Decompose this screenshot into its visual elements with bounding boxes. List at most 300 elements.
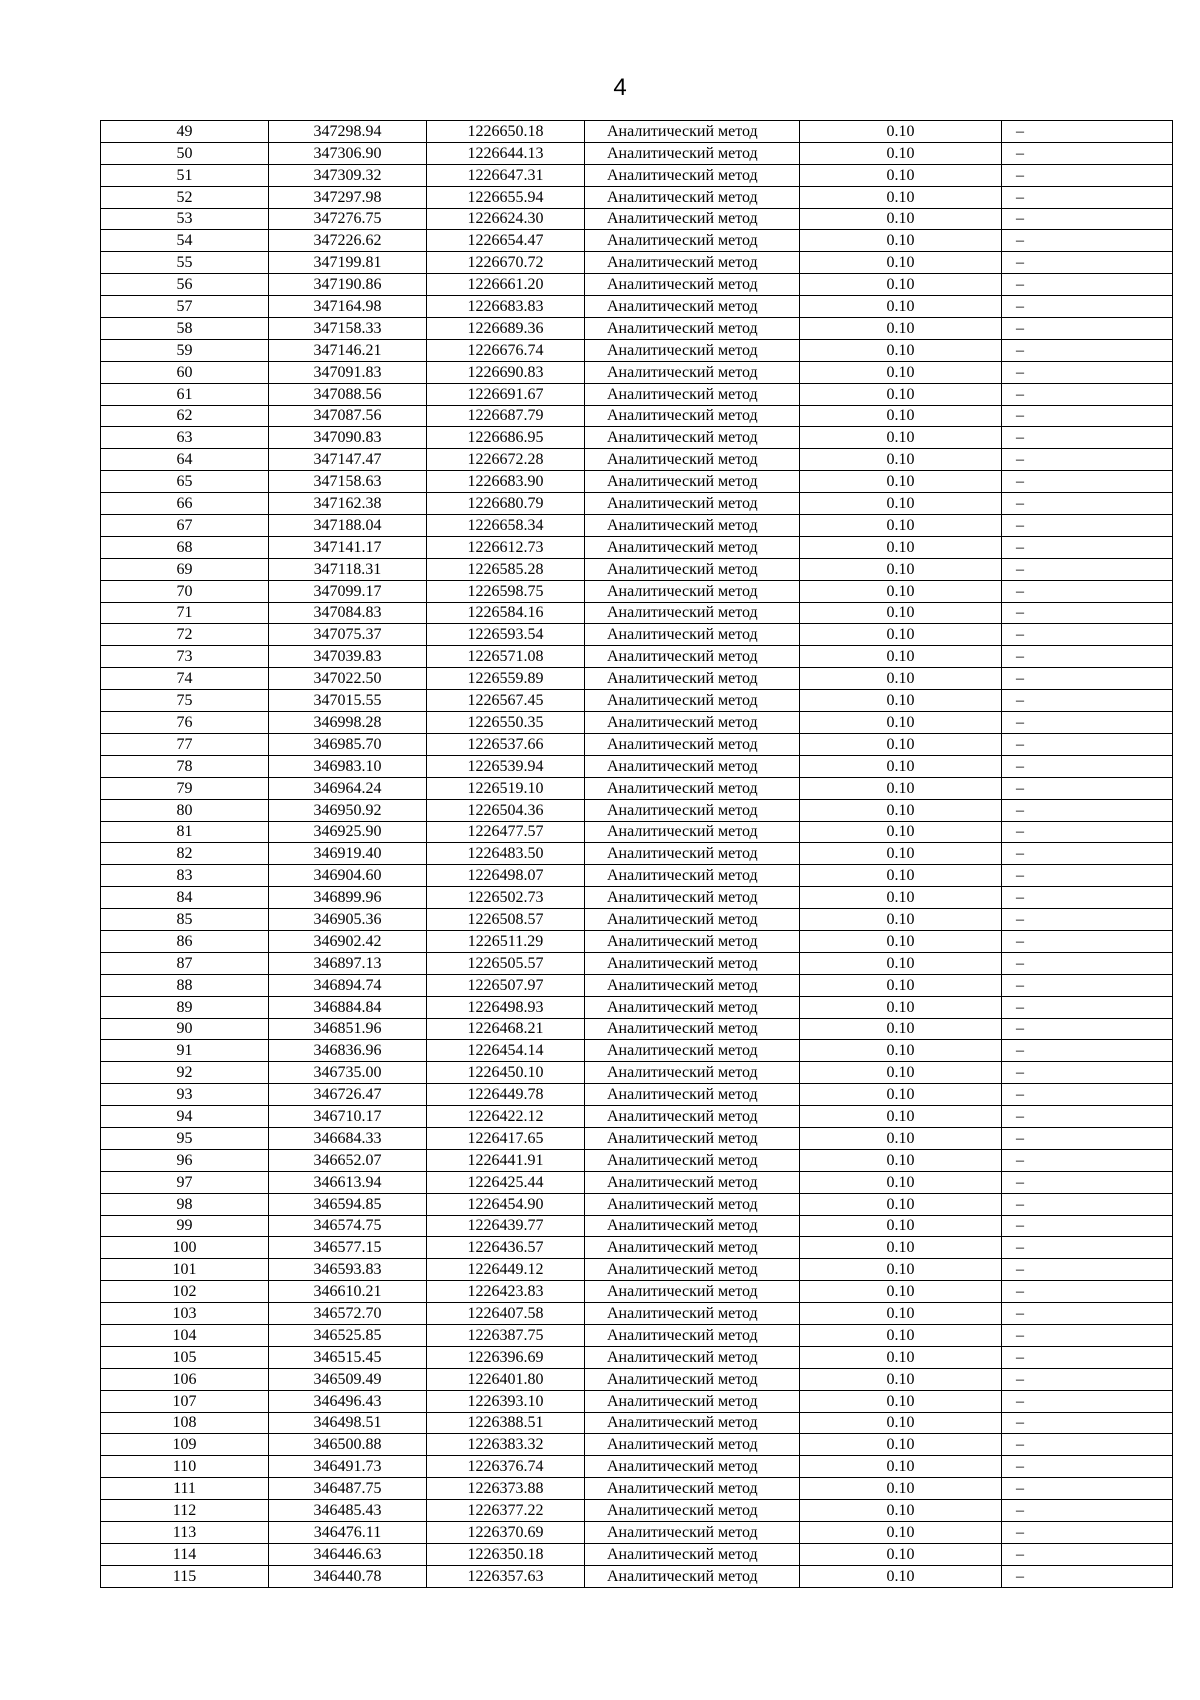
x-coordinate-cell: 346983.10 (269, 755, 427, 777)
table-row (101, 909, 1173, 931)
table-row (101, 121, 1173, 143)
accuracy-cell: 0.10 (800, 405, 1002, 427)
y-coordinate-cell: 1226449.12 (427, 1259, 585, 1281)
x-coordinate-cell: 346894.74 (269, 974, 427, 996)
point-number-cell: 68 (101, 536, 269, 558)
x-coordinate-cell: 346574.75 (269, 1215, 427, 1237)
y-coordinate-cell: 1226357.63 (427, 1565, 585, 1587)
y-coordinate-cell: 1226567.45 (427, 690, 585, 712)
point-number-cell: 115 (101, 1565, 269, 1587)
x-coordinate-cell: 347087.56 (269, 405, 427, 427)
note-cell: – (1002, 821, 1173, 843)
note-cell: – (1002, 1478, 1173, 1500)
method-cell: Аналитический метод (585, 1106, 800, 1128)
point-number-cell: 111 (101, 1478, 269, 1500)
accuracy-cell: 0.10 (800, 1259, 1002, 1281)
x-coordinate-cell: 346684.33 (269, 1127, 427, 1149)
x-coordinate-cell: 346525.85 (269, 1324, 427, 1346)
y-coordinate-cell: 1226377.22 (427, 1500, 585, 1522)
accuracy-cell: 0.10 (800, 668, 1002, 690)
method-cell: Аналитический метод (585, 580, 800, 602)
method-cell: Аналитический метод (585, 1478, 800, 1500)
x-coordinate-cell: 346593.83 (269, 1259, 427, 1281)
y-coordinate-cell: 1226559.89 (427, 668, 585, 690)
table-row (101, 405, 1173, 427)
accuracy-cell: 0.10 (800, 1368, 1002, 1390)
method-cell: Аналитический метод (585, 339, 800, 361)
method-cell: Аналитический метод (585, 1303, 800, 1325)
point-number-cell: 64 (101, 449, 269, 471)
x-coordinate-cell: 346904.60 (269, 865, 427, 887)
note-cell: – (1002, 777, 1173, 799)
x-coordinate-cell: 347075.37 (269, 624, 427, 646)
note-cell: – (1002, 1346, 1173, 1368)
accuracy-cell: 0.10 (800, 624, 1002, 646)
table-row (101, 1106, 1173, 1128)
accuracy-cell: 0.10 (800, 1062, 1002, 1084)
x-coordinate-cell: 347084.83 (269, 602, 427, 624)
y-coordinate-cell: 1226689.36 (427, 318, 585, 340)
point-number-cell: 56 (101, 274, 269, 296)
method-cell: Аналитический метод (585, 952, 800, 974)
point-number-cell: 55 (101, 252, 269, 274)
note-cell: – (1002, 690, 1173, 712)
x-coordinate-cell: 347091.83 (269, 361, 427, 383)
accuracy-cell: 0.10 (800, 383, 1002, 405)
method-cell: Аналитический метод (585, 536, 800, 558)
y-coordinate-cell: 1226387.75 (427, 1324, 585, 1346)
note-cell: – (1002, 624, 1173, 646)
x-coordinate-cell: 346446.63 (269, 1543, 427, 1565)
x-coordinate-cell: 346610.21 (269, 1281, 427, 1303)
table-row (101, 1346, 1173, 1368)
x-coordinate-cell: 347015.55 (269, 690, 427, 712)
method-cell: Аналитический метод (585, 843, 800, 865)
accuracy-cell: 0.10 (800, 1412, 1002, 1434)
point-number-cell: 78 (101, 755, 269, 777)
method-cell: Аналитический метод (585, 974, 800, 996)
x-coordinate-cell: 346726.47 (269, 1084, 427, 1106)
accuracy-cell: 0.10 (800, 1456, 1002, 1478)
note-cell: – (1002, 1127, 1173, 1149)
y-coordinate-cell: 1226650.18 (427, 121, 585, 143)
y-coordinate-cell: 1226376.74 (427, 1456, 585, 1478)
table-row (101, 624, 1173, 646)
accuracy-cell: 0.10 (800, 733, 1002, 755)
note-cell: – (1002, 1500, 1173, 1522)
accuracy-cell: 0.10 (800, 1565, 1002, 1587)
x-coordinate-cell: 346964.24 (269, 777, 427, 799)
table-row (101, 668, 1173, 690)
x-coordinate-cell: 347199.81 (269, 252, 427, 274)
y-coordinate-cell: 1226422.12 (427, 1106, 585, 1128)
point-number-cell: 53 (101, 208, 269, 230)
table-row (101, 930, 1173, 952)
note-cell: – (1002, 1193, 1173, 1215)
accuracy-cell: 0.10 (800, 186, 1002, 208)
method-cell: Аналитический метод (585, 1543, 800, 1565)
accuracy-cell: 0.10 (800, 580, 1002, 602)
point-number-cell: 97 (101, 1171, 269, 1193)
y-coordinate-cell: 1226593.54 (427, 624, 585, 646)
method-cell: Аналитический метод (585, 1259, 800, 1281)
y-coordinate-cell: 1226450.10 (427, 1062, 585, 1084)
x-coordinate-cell: 346998.28 (269, 712, 427, 734)
note-cell: – (1002, 755, 1173, 777)
note-cell: – (1002, 799, 1173, 821)
accuracy-cell: 0.10 (800, 252, 1002, 274)
point-number-cell: 72 (101, 624, 269, 646)
method-cell: Аналитический метод (585, 1324, 800, 1346)
method-cell: Аналитический метод (585, 1171, 800, 1193)
method-cell: Аналитический метод (585, 449, 800, 471)
point-number-cell: 71 (101, 602, 269, 624)
point-number-cell: 86 (101, 930, 269, 952)
point-number-cell: 94 (101, 1106, 269, 1128)
x-coordinate-cell: 346735.00 (269, 1062, 427, 1084)
table-row (101, 1303, 1173, 1325)
note-cell: – (1002, 296, 1173, 318)
y-coordinate-cell: 1226661.20 (427, 274, 585, 296)
method-cell: Аналитический метод (585, 799, 800, 821)
accuracy-cell: 0.10 (800, 1500, 1002, 1522)
method-cell: Аналитический метод (585, 1084, 800, 1106)
accuracy-cell: 0.10 (800, 865, 1002, 887)
method-cell: Аналитический метод (585, 821, 800, 843)
point-number-cell: 61 (101, 383, 269, 405)
table-row (101, 1215, 1173, 1237)
method-cell: Аналитический метод (585, 646, 800, 668)
point-number-cell: 80 (101, 799, 269, 821)
table-row (101, 755, 1173, 777)
note-cell: – (1002, 449, 1173, 471)
table-row (101, 1412, 1173, 1434)
note-cell: – (1002, 121, 1173, 143)
y-coordinate-cell: 1226676.74 (427, 339, 585, 361)
note-cell: – (1002, 493, 1173, 515)
point-number-cell: 114 (101, 1543, 269, 1565)
y-coordinate-cell: 1226670.72 (427, 252, 585, 274)
x-coordinate-cell: 346925.90 (269, 821, 427, 843)
method-cell: Аналитический метод (585, 515, 800, 537)
table-row (101, 383, 1173, 405)
table-row (101, 952, 1173, 974)
point-number-cell: 98 (101, 1193, 269, 1215)
point-number-cell: 73 (101, 646, 269, 668)
method-cell: Аналитический метод (585, 427, 800, 449)
table-row (101, 361, 1173, 383)
point-number-cell: 63 (101, 427, 269, 449)
note-cell: – (1002, 1412, 1173, 1434)
y-coordinate-cell: 1226454.90 (427, 1193, 585, 1215)
note-cell: – (1002, 865, 1173, 887)
y-coordinate-cell: 1226539.94 (427, 755, 585, 777)
y-coordinate-cell: 1226417.65 (427, 1127, 585, 1149)
y-coordinate-cell: 1226388.51 (427, 1412, 585, 1434)
accuracy-cell: 0.10 (800, 1171, 1002, 1193)
note-cell: – (1002, 1565, 1173, 1587)
table-row (101, 1390, 1173, 1412)
note-cell: – (1002, 164, 1173, 186)
accuracy-cell: 0.10 (800, 646, 1002, 668)
table-row (101, 515, 1173, 537)
accuracy-cell: 0.10 (800, 361, 1002, 383)
point-number-cell: 50 (101, 142, 269, 164)
point-number-cell: 105 (101, 1346, 269, 1368)
x-coordinate-cell: 347088.56 (269, 383, 427, 405)
x-coordinate-cell: 346950.92 (269, 799, 427, 821)
x-coordinate-cell: 346594.85 (269, 1193, 427, 1215)
accuracy-cell: 0.10 (800, 952, 1002, 974)
note-cell: – (1002, 208, 1173, 230)
accuracy-cell: 0.10 (800, 318, 1002, 340)
note-cell: – (1002, 1303, 1173, 1325)
method-cell: Аналитический метод (585, 1215, 800, 1237)
y-coordinate-cell: 1226383.32 (427, 1434, 585, 1456)
accuracy-cell: 0.10 (800, 558, 1002, 580)
point-number-cell: 69 (101, 558, 269, 580)
table-row (101, 777, 1173, 799)
method-cell: Аналитический метод (585, 208, 800, 230)
accuracy-cell: 0.10 (800, 1478, 1002, 1500)
accuracy-cell: 0.10 (800, 1106, 1002, 1128)
x-coordinate-cell: 346498.51 (269, 1412, 427, 1434)
x-coordinate-cell: 346496.43 (269, 1390, 427, 1412)
method-cell: Аналитический метод (585, 1062, 800, 1084)
x-coordinate-cell: 347158.63 (269, 471, 427, 493)
note-cell: – (1002, 843, 1173, 865)
method-cell: Аналитический метод (585, 1040, 800, 1062)
note-cell: – (1002, 1522, 1173, 1544)
method-cell: Аналитический метод (585, 318, 800, 340)
table-row (101, 996, 1173, 1018)
x-coordinate-cell: 346851.96 (269, 1018, 427, 1040)
accuracy-cell: 0.10 (800, 777, 1002, 799)
x-coordinate-cell: 347306.90 (269, 142, 427, 164)
x-coordinate-cell: 347226.62 (269, 230, 427, 252)
note-cell: – (1002, 646, 1173, 668)
accuracy-cell: 0.10 (800, 1324, 1002, 1346)
accuracy-cell: 0.10 (800, 799, 1002, 821)
y-coordinate-cell: 1226393.10 (427, 1390, 585, 1412)
note-cell: – (1002, 1324, 1173, 1346)
x-coordinate-cell: 347297.98 (269, 186, 427, 208)
point-number-cell: 99 (101, 1215, 269, 1237)
method-cell: Аналитический метод (585, 361, 800, 383)
y-coordinate-cell: 1226691.67 (427, 383, 585, 405)
point-number-cell: 85 (101, 909, 269, 931)
note-cell: – (1002, 427, 1173, 449)
method-cell: Аналитический метод (585, 712, 800, 734)
y-coordinate-cell: 1226683.90 (427, 471, 585, 493)
accuracy-cell: 0.10 (800, 909, 1002, 931)
x-coordinate-cell: 347309.32 (269, 164, 427, 186)
table-row (101, 1062, 1173, 1084)
table-row (101, 712, 1173, 734)
y-coordinate-cell: 1226401.80 (427, 1368, 585, 1390)
accuracy-cell: 0.10 (800, 1237, 1002, 1259)
method-cell: Аналитический метод (585, 1018, 800, 1040)
point-number-cell: 62 (101, 405, 269, 427)
table-row (101, 449, 1173, 471)
note-cell: – (1002, 712, 1173, 734)
method-cell: Аналитический метод (585, 865, 800, 887)
method-cell: Аналитический метод (585, 186, 800, 208)
table-row (101, 1478, 1173, 1500)
x-coordinate-cell: 346440.78 (269, 1565, 427, 1587)
point-number-cell: 59 (101, 339, 269, 361)
table-row (101, 558, 1173, 580)
accuracy-cell: 0.10 (800, 1127, 1002, 1149)
y-coordinate-cell: 1226598.75 (427, 580, 585, 602)
x-coordinate-cell: 346613.94 (269, 1171, 427, 1193)
y-coordinate-cell: 1226658.34 (427, 515, 585, 537)
y-coordinate-cell: 1226439.77 (427, 1215, 585, 1237)
method-cell: Аналитический метод (585, 1149, 800, 1171)
y-coordinate-cell: 1226504.36 (427, 799, 585, 821)
note-cell: – (1002, 1062, 1173, 1084)
accuracy-cell: 0.10 (800, 493, 1002, 515)
y-coordinate-cell: 1226690.83 (427, 361, 585, 383)
point-number-cell: 108 (101, 1412, 269, 1434)
point-number-cell: 54 (101, 230, 269, 252)
accuracy-cell: 0.10 (800, 821, 1002, 843)
method-cell: Аналитический метод (585, 471, 800, 493)
x-coordinate-cell: 346515.45 (269, 1346, 427, 1368)
accuracy-cell: 0.10 (800, 602, 1002, 624)
note-cell: – (1002, 339, 1173, 361)
y-coordinate-cell: 1226441.91 (427, 1149, 585, 1171)
x-coordinate-cell: 347022.50 (269, 668, 427, 690)
point-number-cell: 67 (101, 515, 269, 537)
x-coordinate-cell: 347190.86 (269, 274, 427, 296)
table-row (101, 974, 1173, 996)
y-coordinate-cell: 1226585.28 (427, 558, 585, 580)
table-row (101, 1193, 1173, 1215)
note-cell: – (1002, 1368, 1173, 1390)
table-row (101, 580, 1173, 602)
x-coordinate-cell: 346919.40 (269, 843, 427, 865)
note-cell: – (1002, 887, 1173, 909)
point-number-cell: 89 (101, 996, 269, 1018)
table-row (101, 690, 1173, 712)
y-coordinate-cell: 1226436.57 (427, 1237, 585, 1259)
x-coordinate-cell: 347164.98 (269, 296, 427, 318)
accuracy-cell: 0.10 (800, 1018, 1002, 1040)
method-cell: Аналитический метод (585, 164, 800, 186)
method-cell: Аналитический метод (585, 733, 800, 755)
x-coordinate-cell: 346572.70 (269, 1303, 427, 1325)
y-coordinate-cell: 1226508.57 (427, 909, 585, 931)
point-number-cell: 77 (101, 733, 269, 755)
accuracy-cell: 0.10 (800, 536, 1002, 558)
x-coordinate-cell: 347147.47 (269, 449, 427, 471)
y-coordinate-cell: 1226644.13 (427, 142, 585, 164)
table-row (101, 1171, 1173, 1193)
x-coordinate-cell: 346710.17 (269, 1106, 427, 1128)
table-row (101, 821, 1173, 843)
method-cell: Аналитический метод (585, 777, 800, 799)
method-cell: Аналитический метод (585, 1237, 800, 1259)
method-cell: Аналитический метод (585, 930, 800, 952)
x-coordinate-cell: 346500.88 (269, 1434, 427, 1456)
table-row (101, 1368, 1173, 1390)
x-coordinate-cell: 347146.21 (269, 339, 427, 361)
accuracy-cell: 0.10 (800, 1303, 1002, 1325)
point-number-cell: 113 (101, 1522, 269, 1544)
point-number-cell: 82 (101, 843, 269, 865)
y-coordinate-cell: 1226612.73 (427, 536, 585, 558)
x-coordinate-cell: 347298.94 (269, 121, 427, 143)
point-number-cell: 109 (101, 1434, 269, 1456)
coordinates-table (100, 120, 1173, 1588)
point-number-cell: 51 (101, 164, 269, 186)
point-number-cell: 57 (101, 296, 269, 318)
table-row (101, 1237, 1173, 1259)
y-coordinate-cell: 1226468.21 (427, 1018, 585, 1040)
method-cell: Аналитический метод (585, 996, 800, 1018)
note-cell: – (1002, 909, 1173, 931)
table-row (101, 733, 1173, 755)
point-number-cell: 112 (101, 1500, 269, 1522)
table-row (101, 1018, 1173, 1040)
note-cell: – (1002, 186, 1173, 208)
point-number-cell: 52 (101, 186, 269, 208)
table-row (101, 1324, 1173, 1346)
note-cell: – (1002, 974, 1173, 996)
point-number-cell: 84 (101, 887, 269, 909)
accuracy-cell: 0.10 (800, 274, 1002, 296)
point-number-cell: 107 (101, 1390, 269, 1412)
table-row (101, 1500, 1173, 1522)
table-row (101, 1434, 1173, 1456)
accuracy-cell: 0.10 (800, 164, 1002, 186)
x-coordinate-cell: 346884.84 (269, 996, 427, 1018)
accuracy-cell: 0.10 (800, 230, 1002, 252)
y-coordinate-cell: 1226686.95 (427, 427, 585, 449)
accuracy-cell: 0.10 (800, 974, 1002, 996)
x-coordinate-cell: 347162.38 (269, 493, 427, 515)
table-row (101, 142, 1173, 164)
accuracy-cell: 0.10 (800, 843, 1002, 865)
method-cell: Аналитический метод (585, 1456, 800, 1478)
point-number-cell: 95 (101, 1127, 269, 1149)
point-number-cell: 90 (101, 1018, 269, 1040)
note-cell: – (1002, 252, 1173, 274)
method-cell: Аналитический метод (585, 1193, 800, 1215)
point-number-cell: 76 (101, 712, 269, 734)
method-cell: Аналитический метод (585, 1500, 800, 1522)
note-cell: – (1002, 1281, 1173, 1303)
method-cell: Аналитический метод (585, 296, 800, 318)
table-row (101, 471, 1173, 493)
y-coordinate-cell: 1226654.47 (427, 230, 585, 252)
note-cell: – (1002, 1543, 1173, 1565)
accuracy-cell: 0.10 (800, 1434, 1002, 1456)
point-number-cell: 70 (101, 580, 269, 602)
x-coordinate-cell: 347099.17 (269, 580, 427, 602)
point-number-cell: 65 (101, 471, 269, 493)
y-coordinate-cell: 1226584.16 (427, 602, 585, 624)
method-cell: Аналитический метод (585, 909, 800, 931)
y-coordinate-cell: 1226519.10 (427, 777, 585, 799)
method-cell: Аналитический метод (585, 142, 800, 164)
table-row (101, 865, 1173, 887)
note-cell: – (1002, 733, 1173, 755)
note-cell: – (1002, 405, 1173, 427)
accuracy-cell: 0.10 (800, 996, 1002, 1018)
point-number-cell: 100 (101, 1237, 269, 1259)
